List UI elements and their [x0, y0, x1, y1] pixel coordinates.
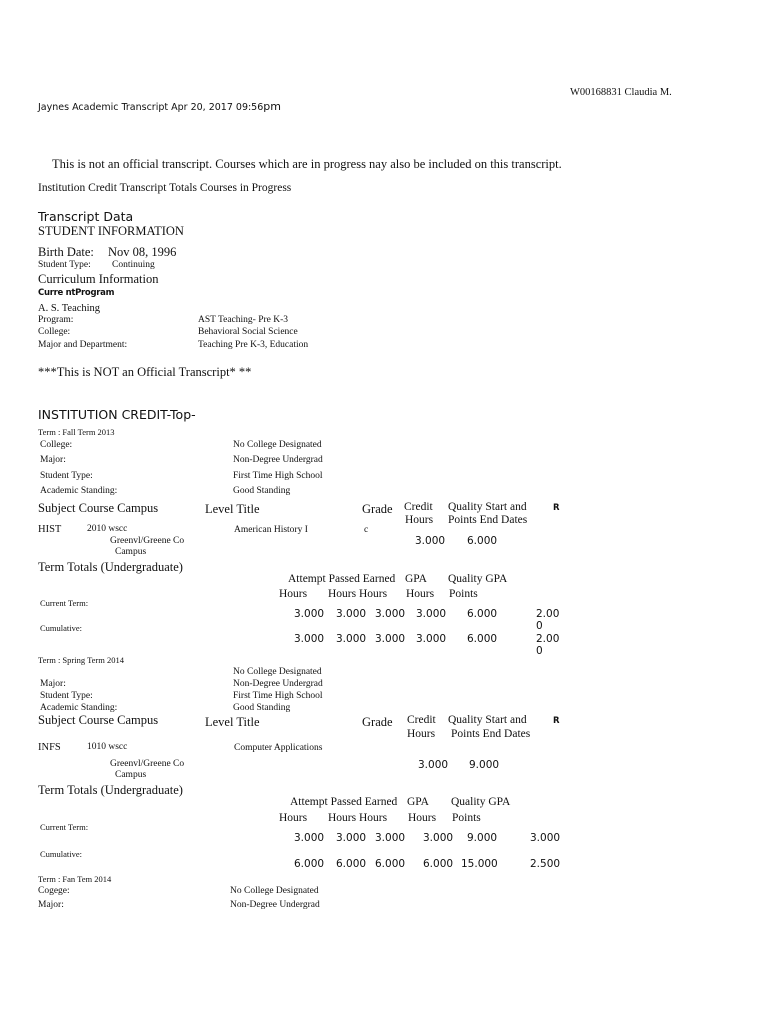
term2-current-gpa: 3.000 — [530, 832, 561, 844]
term1-current-gpa-2: 0 — [536, 620, 543, 632]
term1-totals-header-quality-gpa: Quality GPA — [448, 573, 508, 585]
term1-name: Term : Fall Term 2013 — [38, 427, 115, 437]
col-quality-start: Quality Start and — [448, 501, 527, 513]
transcript-data-heading: Transcript Data — [38, 209, 134, 224]
col-credit: Credit — [404, 501, 433, 513]
term1-course-title: American History I — [234, 525, 308, 535]
term1-standing-label: Academic Standing: — [40, 486, 118, 496]
term1-totals-header-points: Points — [449, 588, 478, 600]
transcript-title-line — [38, 101, 281, 114]
term1-major-value: Non-Degree Undergrad — [233, 455, 323, 465]
term1-standing-value: Good Standing — [233, 486, 291, 496]
term2-current-earned: 3.000 — [375, 832, 406, 844]
program-label: Program: — [38, 315, 74, 325]
term1-totals-header-hours-hours: Hours Hours — [328, 588, 388, 600]
term2-col-subject-course-campus: Subject Course Campus — [38, 713, 159, 727]
term3-name: Term : Fan Tem 2014 — [38, 874, 112, 884]
term3-college-value: No College Designated — [230, 886, 319, 896]
term2-totals-heading: Term Totals (Undergraduate) — [38, 783, 183, 797]
transcript-title-pm: pm — [263, 100, 281, 113]
term1-course-campus: Greenvl/Greene Co — [110, 536, 185, 546]
student-information-heading: STUDENT INFORMATION — [38, 224, 184, 238]
unofficial-notice: This is not an official transcript. Courses which are in progress nay also be included on this transcript. — [52, 157, 562, 171]
term2-cumulative-label: Cumulative: — [40, 849, 83, 859]
col-grade: Grade — [362, 502, 393, 516]
term2-col-grade: Grade — [362, 715, 393, 729]
term2-type-label: Student Type: — [40, 691, 93, 701]
term1-current-term-label: Current Term: — [40, 598, 89, 608]
section-nav-links[interactable]: Institution Credit Transcript Totals Courses in Progress — [38, 182, 292, 194]
term2-col-r: R — [553, 716, 560, 726]
student-id-name: W00168831 Claudia M. — [570, 87, 672, 98]
college-label: College: — [38, 327, 71, 337]
term2-cum-quality: 15.000 — [461, 858, 498, 870]
term2-cum-attempt: 6.000 — [294, 858, 325, 870]
student-type-label: Student Type: — [38, 260, 91, 270]
term2-col-level-title: Level Title — [205, 715, 260, 729]
term2-course-quality: 9.000 — [469, 759, 500, 771]
term2-cum-gpa: 2.500 — [530, 858, 561, 870]
term2-totals-header-gpa-hours: Hours — [408, 812, 437, 824]
term2-totals-header-quality-gpa: Quality GPA — [451, 796, 511, 808]
term1-major-label: Major: — [40, 455, 66, 465]
term2-cum-earned: 6.000 — [375, 858, 406, 870]
col-level-title: Level Title — [205, 502, 260, 516]
term1-type-label: Student Type: — [40, 471, 93, 481]
term2-col-credit: Credit — [407, 714, 436, 726]
term3-college-label: Cogege: — [38, 886, 70, 896]
term2-standing-label: Academic Standing: — [40, 703, 118, 713]
term2-col-points-end: Points End Dates — [451, 728, 531, 740]
college-value: Behavioral Social Science — [198, 327, 298, 337]
term1-course-subject: HIST — [38, 524, 62, 535]
term2-totals-header-points: Points — [452, 812, 481, 824]
term1-course-credit: 3.000 — [415, 535, 446, 547]
term2-current-gpa-hours: 3.000 — [423, 832, 454, 844]
term1-cum-gpa-hours: 3.000 — [416, 633, 447, 645]
institution-credit-heading[interactable]: INSTITUTION CREDIT-Top- — [38, 407, 196, 422]
term1-current-gpa: 2.00 — [536, 608, 560, 620]
term2-course-subject: INFS — [38, 742, 61, 753]
term2-college-value: No College Designated — [233, 667, 322, 677]
col-points-end: Points End Dates — [448, 514, 528, 526]
term3-major-value: Non-Degree Undergrad — [230, 900, 320, 910]
term1-current-gpa-hours: 3.000 — [416, 608, 447, 620]
term2-cum-passed: 6.000 — [336, 858, 367, 870]
term2-totals-header-hours-hours: Hours Hours — [328, 812, 388, 824]
term1-course-number: 2010 wscc — [87, 524, 128, 534]
term1-cum-attempt: 3.000 — [294, 633, 325, 645]
term2-totals-header-hours: Hours — [279, 812, 308, 824]
term1-cumulative-label: Cumulative: — [40, 623, 83, 633]
term1-cum-gpa-2: 0 — [536, 645, 543, 657]
curriculum-heading: Curriculum Information — [38, 272, 159, 286]
term2-col-quality-start: Quality Start and — [448, 714, 527, 726]
term1-current-attempt: 3.000 — [294, 608, 325, 620]
term3-major-label: Major: — [38, 900, 64, 910]
term1-current-passed: 3.000 — [336, 608, 367, 620]
term1-college-label: College: — [40, 440, 73, 450]
term2-current-passed: 3.000 — [336, 832, 367, 844]
term2-course-number: 1010 wscc — [87, 742, 128, 752]
term1-totals-heading: Term Totals (Undergraduate) — [38, 560, 183, 574]
term1-course-campus-2: Campus — [115, 547, 147, 557]
term2-type-value: First Time High School — [233, 691, 323, 701]
term1-current-earned: 3.000 — [375, 608, 406, 620]
current-program-label: Curre ntProgram — [38, 288, 115, 298]
term2-major-label: Major: — [40, 679, 66, 689]
term2-totals-header-row1: Attempt Passed Earned — [290, 796, 398, 808]
major-department-label: Major and Department: — [38, 340, 128, 350]
term1-cum-earned: 3.000 — [375, 633, 406, 645]
term2-course-credit: 3.000 — [418, 759, 449, 771]
term2-current-quality: 9.000 — [467, 832, 498, 844]
term2-course-campus: Greenvl/Greene Co — [110, 759, 185, 769]
col-hours: Hours — [405, 514, 434, 526]
not-official-banner: ***This is NOT an Official Transcript* ** — [38, 365, 252, 379]
term1-course-grade: c — [364, 525, 369, 535]
term2-current-attempt: 3.000 — [294, 832, 325, 844]
term1-current-quality: 6.000 — [467, 608, 498, 620]
term2-name: Term : Spring Term 2014 — [38, 655, 125, 665]
term2-cum-gpa-hours: 6.000 — [423, 858, 454, 870]
student-type-value: Continuing — [112, 260, 155, 270]
term1-totals-header-gpa-hours: Hours — [406, 588, 435, 600]
col-r: R — [553, 503, 560, 513]
term1-totals-header-hours: Hours — [279, 588, 308, 600]
term1-cum-gpa: 2.00 — [536, 633, 560, 645]
term1-totals-header-row1: Attempt Passed Earned — [288, 573, 396, 585]
term1-cum-passed: 3.000 — [336, 633, 367, 645]
term2-totals-header-gpa: GPA — [407, 796, 429, 808]
term1-cum-quality: 6.000 — [467, 633, 498, 645]
col-subject-course-campus: Subject Course Campus — [38, 501, 159, 515]
term2-major-value: Non-Degree Undergrad — [233, 679, 323, 689]
term1-totals-header-gpa: GPA — [405, 573, 427, 585]
term2-standing-value: Good Standing — [233, 703, 291, 713]
birth-date-value: Nov 08, 1996 — [108, 245, 177, 259]
term1-type-value: First Time High School — [233, 471, 323, 481]
term2-course-campus-2: Campus — [115, 770, 147, 780]
transcript-title: Jaynes Academic Transcript Apr 20, 2017 09:56 — [38, 102, 264, 113]
program-value: AST Teaching- Pre K-3 — [198, 315, 289, 325]
birth-date-label: Birth Date: — [38, 245, 94, 259]
term1-college-value: No College Designated — [233, 440, 322, 450]
term2-course-title: Computer Applications — [234, 743, 323, 753]
term2-col-hours: Hours — [407, 728, 436, 740]
major-department-value: Teaching Pre K-3, Education — [198, 340, 309, 350]
degree-name: A. S. Teaching — [38, 303, 101, 314]
term2-current-term-label: Current Term: — [40, 822, 89, 832]
term1-course-quality: 6.000 — [467, 535, 498, 547]
